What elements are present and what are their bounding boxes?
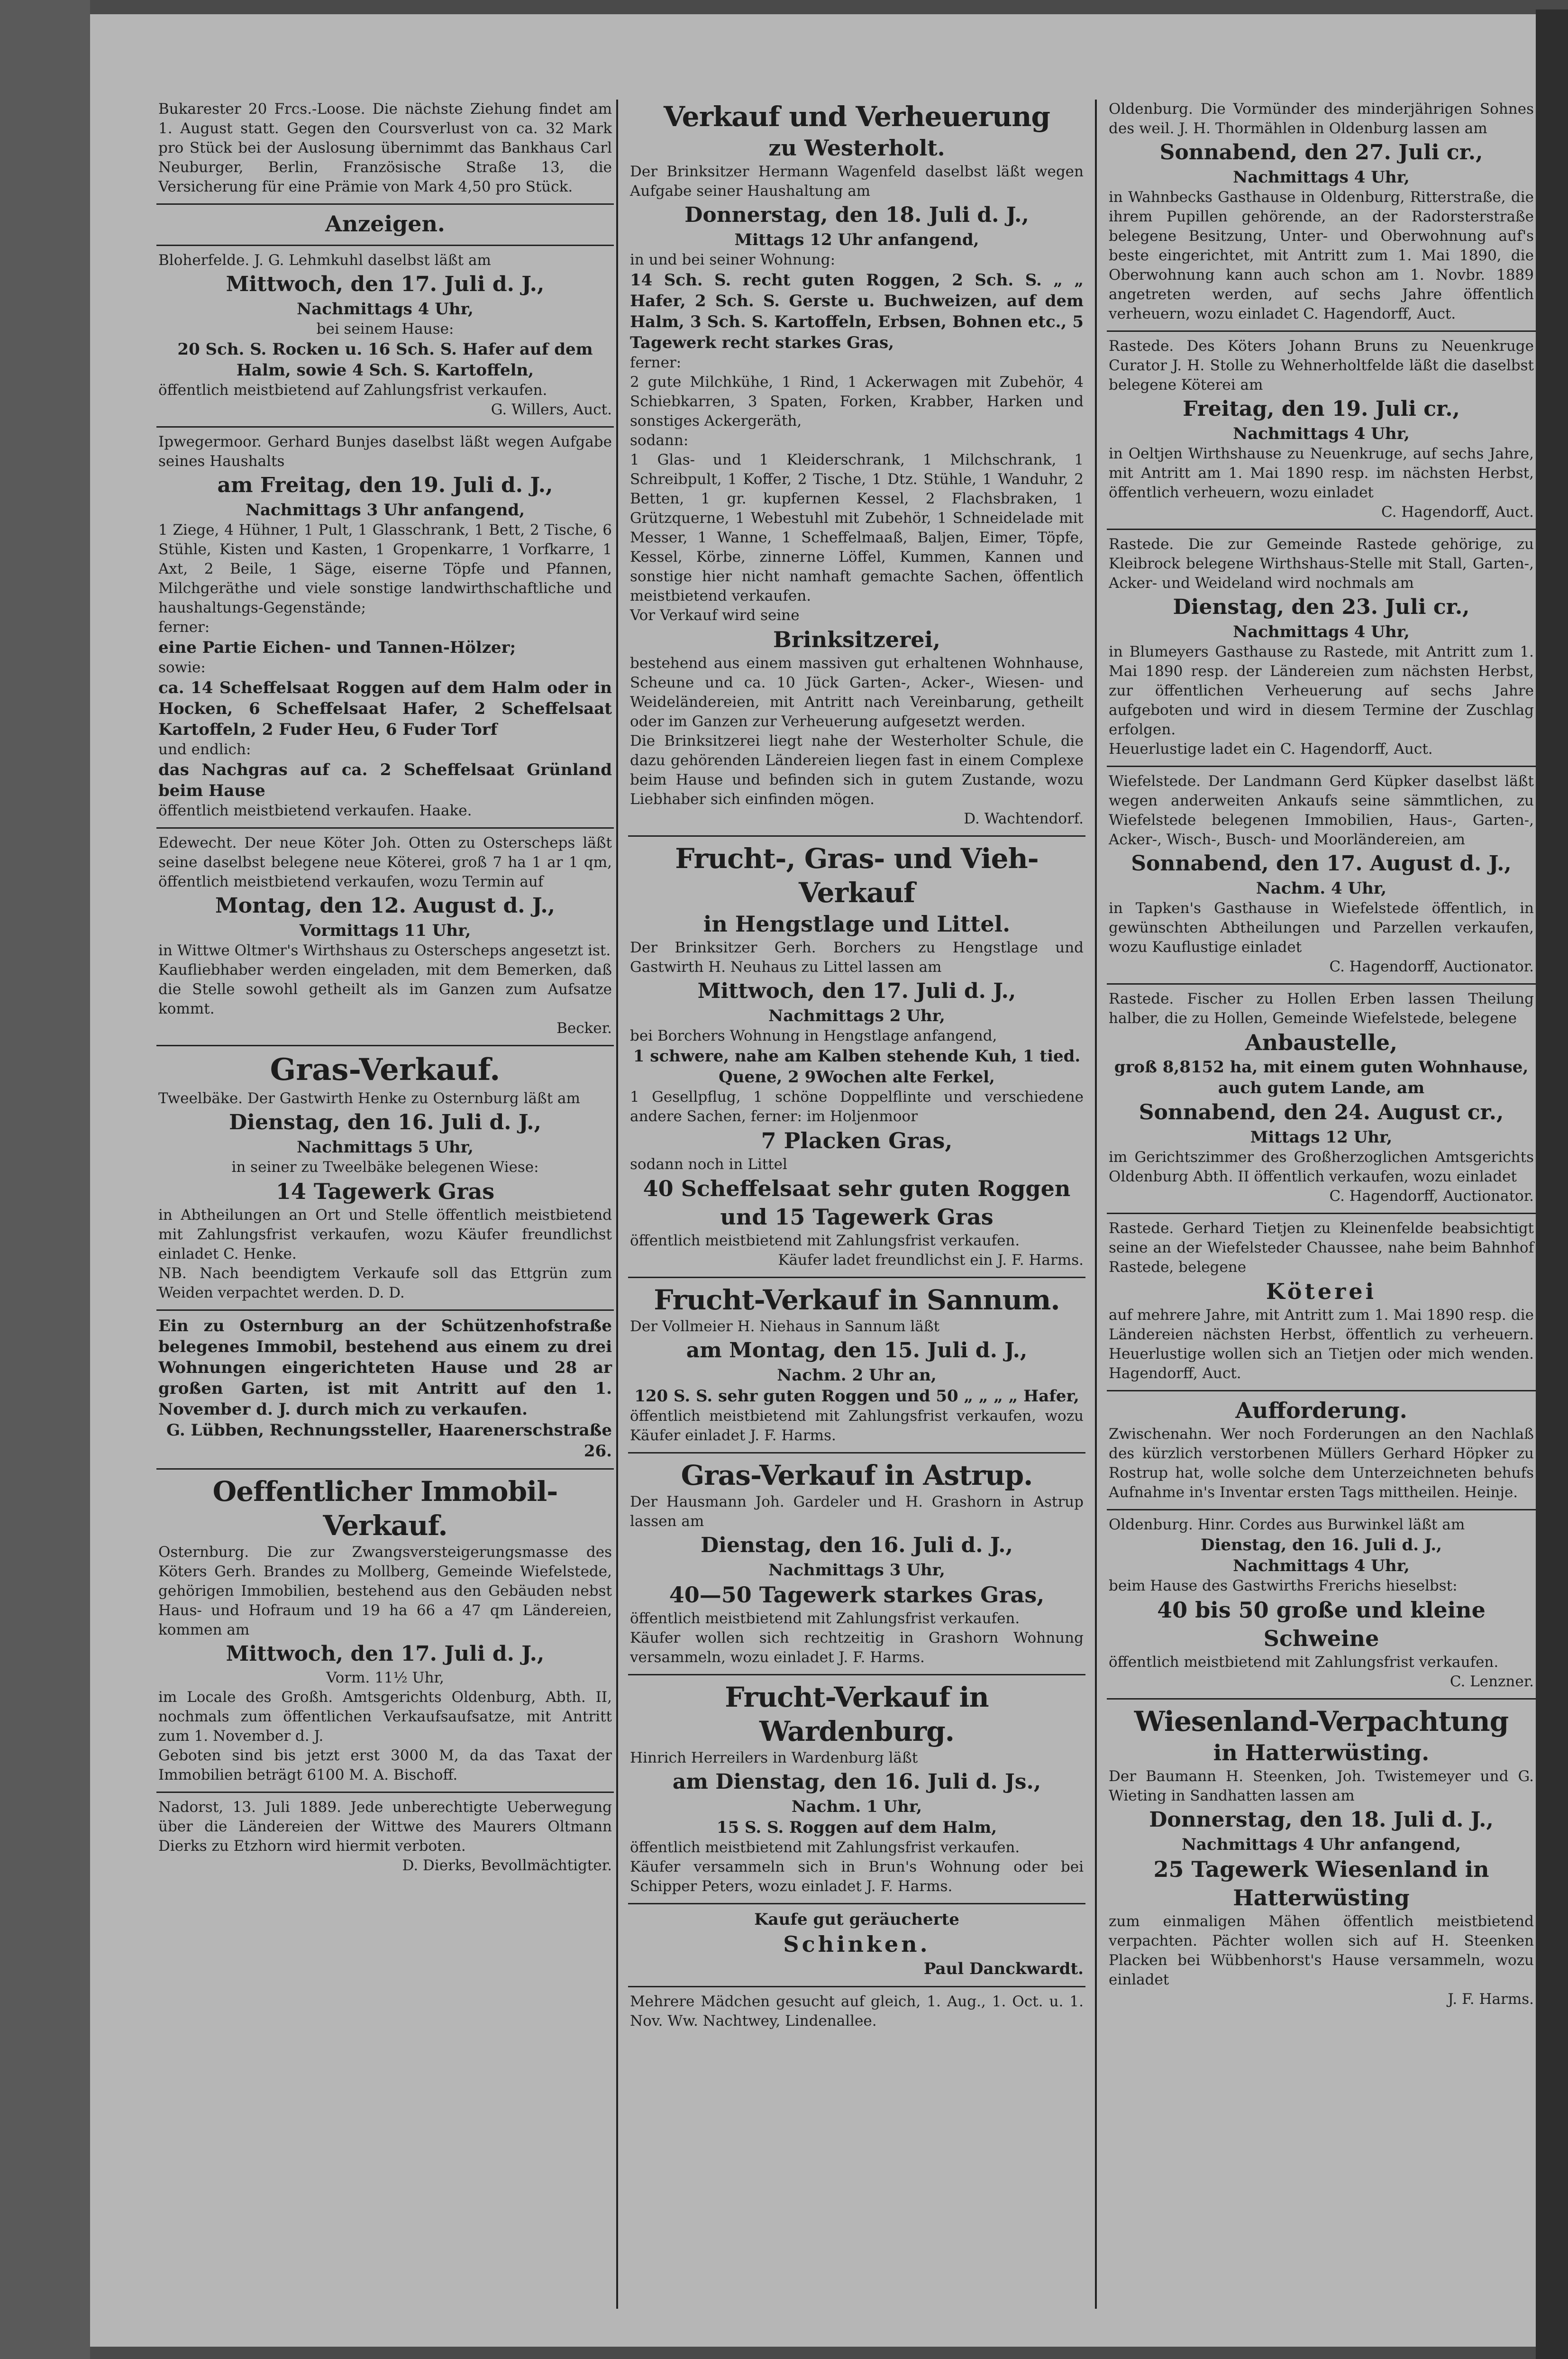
ad-text: Nachmittags 4 Uhr,: [1233, 622, 1410, 641]
advertisement: [1107, 1510, 1536, 1700]
ad-text: Wiesenland-Verpachtung: [1134, 1705, 1509, 1737]
ad-text: am Dienstag, den 16. Juli d. Js.,: [672, 1770, 1041, 1794]
advertisement: [1107, 1391, 1536, 1510]
ad-text: 14 Sch. S. recht guten Roggen, 2 Sch. S. „ „ Hafer, 2 Sch. S. Gerste u. Buchweizen, auf dem Halm, 3 Sch. S. Kartoffeln, Erbsen, Bohnen etc., 5 Tagewerk recht starkes Gras,: [630, 271, 1084, 352]
ad-text: Zwischenahn. Wer noch Forderungen an den Nachlaß des kürzlich verstorbenen Müllers Gerhard Höpker zu Rostrup hat, wolle solche dem Unterzeichneten behufs Aufnahme in's Inventar ersten Tags mittheilen. Heinje.: [1109, 1426, 1534, 1501]
ad-text: ferner:: [630, 354, 682, 371]
ad-text: Nachm. 2 Uhr an,: [777, 1366, 937, 1385]
ad-text: 20 Sch. S. Rocken u. 16 Sch. S. Hafer auf dem Halm, sowie 4 Sch. S. Kartoffeln,: [177, 340, 593, 380]
ad-text: in seiner zu Tweelbäke belegenen Wiese:: [231, 1159, 539, 1176]
ad-text: 7 Placken Gras,: [761, 1128, 953, 1153]
ad-text: Geboten sind bis jetzt erst 3000 M, da das Taxat der Immobilien beträgt 6100 M. A. Bischoff.: [158, 1747, 612, 1783]
ad-text: 40 bis 50 große und kleine Schweine: [1157, 1597, 1486, 1651]
ad-text: Donnerstag, den 18. Juli d. J.,: [684, 203, 1029, 227]
ad-text: Osternburg. Die zur Zwangsversteigerungsmasse des Köters Gerh. Brandes zu Mollberg, Gemeinde Wiefelstede, gehörigen Immobilien, bestehend aus den Gebäuden nebst Haus- und Hofraum und 19 ha 66 a 47 qm Ländereien, kommen am: [158, 1544, 612, 1638]
ad-text: Frucht-, Gras- und Vieh-Verkauf: [675, 842, 1039, 909]
ad-text: Verkauf und Verheuerung: [663, 101, 1050, 133]
advertisement: [1107, 1214, 1536, 1391]
ad-text: 25 Tagewerk Wiesenland in Hatterwüsting: [1153, 1856, 1489, 1911]
ad-text: in Abtheilungen an Ort und Stelle öffentlich meistbietend mit Zahlungsfrist verkaufen, wozu Käufer freundlichst einladet C. Henke.: [158, 1207, 612, 1262]
ad-text: C. Hagendorff, Auctionator.: [1329, 958, 1534, 975]
ad-text: in Oeltjen Wirthshause zu Neuenkruge, auf sechs Jahre, mit Antritt am 1. Mai 1890 resp. im nächsten Herbst, öffentlich verheuern, wozu einladet: [1109, 445, 1534, 501]
ad-text: Rastede. Fischer zu Hollen Erben lassen Theilung halber, die zu Hollen, Gemeinde Wiefelstede, belegene: [1109, 990, 1534, 1027]
ad-text: das Nachgras auf ca. 2 Scheffelsaat Grünland beim Hause: [158, 760, 612, 800]
ad-text: Mittags 12 Uhr,: [1250, 1128, 1393, 1147]
ad-text: bei Borchers Wohnung in Hengstlage anfangend,: [630, 1027, 997, 1044]
ad-text: Donnerstag, den 18. Juli d. J.,: [1149, 1808, 1494, 1832]
ad-text: 1 Gesellpflug, 1 schöne Doppelflinte und verschiedene andere Sachen, ferner: im Holjenmoor: [630, 1088, 1084, 1125]
ad-text: 1 Ziege, 4 Hühner, 1 Pult, 1 Glasschrank, 1 Bett, 2 Tische, 6 Stühle, Kisten und Kasten, 1 Gropenkarre, 1 Vorfkarre, 1 Axt, 2 Beile, 1 Säge, eiserne Töpfe und Pfannen, Milchgeräthe und viele sonstige landwirthschaftliche und haushaltungs-Gegenstände;: [158, 521, 612, 616]
ad-text: Vorm. 11½ Uhr,: [326, 1669, 444, 1686]
ad-text: Freitag, den 19. Juli cr.,: [1183, 397, 1460, 421]
ad-text: Bloherfelde. J. G. Lehmkuhl daselbst läßt am: [158, 252, 491, 269]
ad-text: Mittags 12 Uhr anfangend,: [734, 230, 979, 249]
advertisement: [156, 246, 614, 428]
ad-text: Nachm. 1 Uhr,: [791, 1797, 922, 1816]
ad-text: Nachmittags 5 Uhr,: [297, 1138, 474, 1157]
ad-text: bestehend aus einem massiven gut erhaltenen Wohnhause, Scheune und ca. 10 Jück Garten-, Acker-, Wiesen- und Weideländereien, mit Antritt nach Vereinbarung, getheilt oder im Ganzen zur Verheuerung aufgesetzt werden.: [630, 655, 1084, 730]
ad-text: Bukarester 20 Frcs.-Loose. Die nächste Ziehung findet am 1. August statt. Gegen den Coursverlust von ca. 32 Mark pro Stück bei der Auslosung übernimmt das Bankhaus Carl Neuburger, Berlin, Französische Straße 13, die Versicherung für eine Prämie von Mark 4,50 pro Stück.: [158, 101, 612, 195]
advertisement: [156, 1793, 614, 1882]
ad-text: Schinken.: [783, 1931, 930, 1957]
advertisement: [156, 95, 614, 205]
ad-text: in Tapken's Gasthause in Wiefelstede öffentlich, in gewünschten Abtheilungen und Parzellen verkaufen, wozu Kauflustige einladet: [1109, 900, 1534, 956]
ad-text: Käufer wollen sich rechtzeitig in Grashorn Wohnung versammeln, wozu einladet J. F. Harms.: [630, 1629, 1084, 1666]
ad-text: in Wittwe Oltmer's Wirthshaus zu Osterscheps angesetzt ist.: [158, 942, 611, 959]
ad-text: Hinrich Herreilers in Wardenburg läßt: [630, 1749, 918, 1766]
ad-text: G. Willers, Auct.: [491, 401, 612, 418]
ad-text: öffentlich meistbietend auf Zahlungsfrist verkaufen.: [158, 382, 547, 399]
ad-text: Dienstag, den 16. Juli d. J.,: [229, 1110, 541, 1134]
ad-text: Tweelbäke. Der Gastwirth Henke zu Osternburg läßt am: [158, 1090, 580, 1107]
advertisement: [628, 1454, 1085, 1675]
ad-text: Nachmittags 4 Uhr,: [297, 300, 474, 319]
ad-text: Mittwoch, den 17. Juli d. J.,: [697, 979, 1016, 1003]
ad-text: in Wahnbecks Gasthause in Oldenburg, Ritterstraße, die ihrem Pupillen gehörende, an der Radorsterstraße belegene Besitzung, Unter- und Oberwohnung auf's beste eingerichtet, mit Antritt zum 1. Mai 1890, die Oberwohnung kann auch schon am 1. Novbr. 1889 angetreten werden, auf sechs Jahre öffentlich verheuern, wozu einladet C. Hagendorff, Auct.: [1109, 189, 1534, 322]
ad-text: 2 gute Milchkühe, 1 Rind, 1 Ackerwagen mit Zubehör, 4 Schiebkarren, 3 Spaten, Forken, Krabber, Harken und sonstiges Ackergeräth,: [630, 374, 1084, 430]
ad-text: Kaufe gut geräucherte: [754, 1910, 959, 1929]
ad-text: Nachmittags 4 Uhr,: [1233, 1556, 1410, 1575]
ad-text: Nachmittags 4 Uhr anfangend,: [1181, 1835, 1461, 1854]
ad-text: im Gerichtszimmer des Großherzoglichen Amtsgerichts Oldenburg Abth. II öffentlich verkaufen, wozu einladet: [1109, 1149, 1534, 1185]
advertisement: [628, 837, 1085, 1278]
ad-text: D. Dierks, Bevollmächtigter.: [402, 1857, 612, 1874]
advertisement: [156, 1311, 614, 1470]
ad-text: zum einmaligen Mähen öffentlich meistbietend verpachten. Pächter wollen sich auf H. Steenken Placken bei Wübbenhorst's Hause versammeln, wozu einladet: [1109, 1913, 1534, 1988]
advertisement: [156, 1046, 614, 1311]
column-rule: [616, 100, 618, 2309]
ad-text: öffentlich meistbietend mit Zahlungsfrist verkaufen.: [630, 1839, 1020, 1856]
ad-text: D. Wachtendorf.: [964, 810, 1084, 827]
ad-text: auf mehrere Jahre, mit Antritt zum 1. Mai 1890 resp. die Ländereien nächsten Herbst, öffentlich zu verheuern. Heuerlustige wollen sich an Tietjen oder mich wenden. Hagendorff, Auct.: [1109, 1307, 1534, 1382]
ad-text: Wiefelstede. Der Landmann Gerd Küpker daselbst läßt wegen anderweiten Ankaufs seine sämmtlichen, zu Wiefelstede belegenen Immobilien, Haus-, Garten-, Acker-, Wisch-, Busch- und Moorländereien, am: [1109, 773, 1534, 848]
ad-text: Ipwegermoor. Gerhard Bunjes daselbst läßt wegen Aufgabe seines Haushalts: [158, 433, 612, 470]
ad-text: Dienstag, den 23. Juli cr.,: [1173, 595, 1470, 619]
ad-text: sowie:: [158, 659, 206, 676]
page-edge: [1536, 9, 1568, 2359]
ad-text: Brinksitzerei,: [773, 627, 940, 652]
ad-text: ferner:: [158, 619, 210, 636]
ad-text: Mittwoch, den 17. Juli d. J.,: [226, 272, 545, 296]
ad-text: C. Lenzner.: [1449, 1673, 1534, 1690]
ad-text: 120 S. S. sehr guten Roggen und 50 „ „ „ „ Hafer,: [634, 1387, 1079, 1406]
ad-text: 40—50 Tagewerk starkes Gras,: [669, 1582, 1045, 1608]
ad-text: Nachmittags 3 Uhr,: [768, 1561, 945, 1580]
ad-text: Frucht-Verkauf in Wardenburg.: [725, 1681, 989, 1747]
ad-text: Käufer versammeln sich in Brun's Wohnung oder bei Schipper Peters, wozu einladet J. F. Harms.: [630, 1858, 1084, 1895]
ad-text: Kaufliebhaber werden eingeladen, mit dem Bemerken, daß die Stelle sowohl getheilt als im Ganzen zum Aufsatze kommt.: [158, 961, 612, 1017]
ad-text: Der Hausmann Joh. Gardeler und H. Grashorn in Astrup lassen am: [630, 1493, 1084, 1530]
ad-text: Becker.: [556, 1020, 612, 1037]
ad-text: Vor Verkauf wird seine: [630, 607, 800, 624]
ad-text: Nachmittags 4 Uhr,: [1233, 424, 1410, 443]
ad-text: C. Hagendorff, Auctionator.: [1329, 1188, 1534, 1205]
ad-text: Aufforderung.: [1235, 1398, 1407, 1423]
column-rule: [1095, 100, 1097, 2309]
ad-text: 40 Scheffelsaat sehr guten Roggen und 15 Tagewerk Gras: [643, 1176, 1071, 1230]
ad-text: Sonnabend, den 27. Juli cr.,: [1159, 140, 1483, 165]
ad-text: Anbaustelle,: [1245, 1030, 1398, 1055]
ad-text: eine Partie Eichen- und Tannen-Hölzer;: [158, 638, 516, 657]
ad-text: G. Lübben, Rechnungssteller, Haarenerschstraße 26.: [166, 1421, 612, 1461]
advertisement: [1107, 95, 1536, 332]
ad-text: Die Brinksitzerei liegt nahe der Westerholter Schule, die dazu gehörenden Ländereien liegen fast in einem Complexe beim Hause und befinden sich in gutem Zustande, wozu Liebhaber sich einfinden mögen.: [630, 732, 1084, 808]
ad-text: Edewecht. Der neue Köter Joh. Otten zu Osterscheps läßt seine daselbst belegene neue Köterei, groß 7 ha 1 ar 1 qm, öffentlich meistbietend verkaufen, wozu Termin auf: [158, 834, 612, 890]
ad-text: Mittwoch, den 17. Juli d. J.,: [226, 1642, 545, 1666]
advertisement: [628, 1904, 1085, 1987]
ad-text: Der Vollmeier H. Niehaus in Sannum läßt: [630, 1318, 940, 1335]
ad-text: NB. Nach beendigtem Verkaufe soll das Ettgrün zum Weiden verpachtet werden. D. D.: [158, 1265, 612, 1301]
advertisement: [1107, 1700, 1536, 2016]
ad-text: öffentlich meistbietend mit Zahlungsfrist verkaufen.: [630, 1232, 1020, 1249]
ad-text: im Locale des Großh. Amtsgerichts Oldenburg, Abth. II, nochmals zum öffentlichen Verkaufsaufsatze, mit Antritt zum 1. November d. J.: [158, 1689, 612, 1745]
page-gutter: [0, 0, 90, 2359]
ad-text: bei seinem Hause:: [316, 320, 454, 338]
column-2: [628, 95, 1085, 2313]
ad-text: Käufer ladet freundlichst ein J. F. Harms.: [778, 1252, 1084, 1269]
ad-text: groß 8,8152 ha, mit einem guten Wohnhause, auch gutem Lande, am: [1114, 1058, 1529, 1097]
column-1: [156, 95, 614, 2313]
ad-text: beim Hause des Gastwirths Frerichs hieselbst:: [1109, 1577, 1458, 1594]
ad-text: Nachm. 4 Uhr,: [1256, 879, 1387, 898]
ad-text: sodann noch in Littel: [630, 1156, 787, 1173]
advertisement: [156, 205, 614, 246]
column-3: [1107, 95, 1536, 2313]
ad-text: C. Hagendorff, Auct.: [1381, 503, 1534, 521]
ad-text: in Hatterwüsting.: [1213, 1740, 1430, 1765]
advertisement: [628, 1987, 1085, 2038]
ad-text: Oldenburg. Hinr. Cordes aus Burwinkel läßt am: [1109, 1516, 1465, 1533]
advertisement: [1107, 530, 1536, 767]
ad-text: öffentlich meistbietend mit Zahlungsfrist verkaufen, wozu Käufer einladet J. F. Harms.: [630, 1408, 1084, 1444]
ad-text: Der Brinksitzer Gerh. Borchers zu Hengstlage und Gastwirth H. Neuhaus zu Littel lassen am: [630, 939, 1084, 976]
advertisement: [628, 1278, 1085, 1454]
ad-text: öffentlich meistbietend mit Zahlungsfrist verkaufen.: [630, 1610, 1020, 1627]
ad-text: Vormittags 11 Uhr,: [299, 921, 471, 940]
ad-text: Anzeigen.: [325, 211, 445, 237]
ad-text: in Hengstlage und Littel.: [703, 911, 1011, 937]
ad-text: Sonnabend, den 17. August d. J.,: [1131, 851, 1512, 876]
advertisement: [1107, 767, 1536, 985]
ad-text: 1 schwere, nahe am Kalben stehende Kuh, 1 tied. Quene, 2 9Wochen alte Ferkel,: [633, 1047, 1081, 1087]
ad-text: ca. 14 Scheffelsaat Roggen auf dem Halm oder in Hocken, 6 Scheffelsaat Hafer, 2 Scheffelsaat Kartoffeln, 2 Fuder Heu, 6 Fuder Torf: [158, 678, 612, 739]
ad-text: sodann:: [630, 432, 689, 449]
ad-text: am Montag, den 15. Juli d. J.,: [686, 1338, 1028, 1362]
ad-text: Oldenburg. Die Vormünder des minderjährigen Sohnes des weil. J. H. Thormählen in Oldenburg lassen am: [1109, 101, 1534, 137]
ad-text: Der Brinksitzer Hermann Wagenfeld daselbst läßt wegen Aufgabe seiner Haushaltung am: [630, 163, 1084, 200]
ad-text: Sonnabend, den 24. August cr.,: [1139, 1100, 1504, 1125]
ad-text: Der Baumann H. Steenken, Joh. Twistemeyer und G. Wieting in Sandhatten lassen am: [1109, 1768, 1534, 1804]
ad-text: in und bei seiner Wohnung:: [630, 251, 836, 268]
ad-text: 1 Glas- und 1 Kleiderschrank, 1 Milchschrank, 1 Schreibpult, 1 Koffer, 2 Tische, 1 Dtz. Stühle, 1 Wanduhr, 2 Betten, 1 gr. kupfernen Kessel, 2 Flachsbraken, 1 Grützquerne, 1 Webestuhl mit Zubehör, 1 Schneidelade mit Messer, 1 Wanne, 1 Scheffelmaaß, Baljen, Eimer, Töpfe, Kessel, Körbe, zinnerne Löffel, Kummen, Kannen und sonstige hier nicht namhaft gemachte Sachen, öffentlich meistbietend verkaufen.: [630, 451, 1084, 604]
ad-text: 15 S. S. Roggen auf dem Halm,: [716, 1818, 997, 1837]
advertisement: [156, 829, 614, 1046]
ad-text: Dienstag, den 16. Juli d. J.,: [1200, 1536, 1442, 1554]
ad-text: öffentlich meistbietend verkaufen. Haake.: [158, 802, 472, 819]
ad-text: Nadorst, 13. Juli 1889. Jede unberechtigte Ueberwegung über die Ländereien der Wittwe des Maurers Oltmann Dierks zu Etzhorn wird hiermit verboten.: [158, 1799, 612, 1855]
ad-text: Ein zu Osternburg an der Schützenhofstraße belegenes Immobil, bestehend aus einem zu drei Wohnungen eingerichteten Hause und 28 ar großen Garten, ist mit Antritt auf den 1. November d. J. durch mich zu verkaufen.: [158, 1317, 612, 1419]
ad-text: Nachmittags 4 Uhr,: [1233, 168, 1410, 187]
ad-text: Montag, den 12. August d. J.,: [215, 894, 555, 918]
ad-text: Heuerlustige ladet ein C. Hagendorff, Auct.: [1109, 741, 1433, 758]
ad-text: Nachmittags 3 Uhr anfangend,: [245, 501, 525, 520]
advertisement: [628, 95, 1085, 837]
ad-text: Rastede. Die zur Gemeinde Rastede gehörige, zu Kleibrock belegene Wirthshaus-Stelle mit Stall, Garten-, Acker- und Weideland wird nochmals am: [1109, 536, 1534, 592]
advertisement: [1107, 332, 1536, 530]
ad-text: zu Westerholt.: [768, 135, 945, 161]
ad-text: Dienstag, den 16. Juli d. J.,: [701, 1533, 1013, 1557]
advertisement: [628, 1675, 1085, 1904]
ad-text: J. F. Harms.: [1448, 1991, 1534, 2008]
ad-text: in Blumeyers Gasthause zu Rastede, mit Antritt zum 1. Mai 1890 resp. der Ländereien zum nächsten Herbst, zur öffentlichen Verheuerung auf sechs Jahre aufgeboten und wird in diesem Termine der Zuschlag erfolgen.: [1109, 643, 1534, 738]
ad-text: am Freitag, den 19. Juli d. J.,: [217, 473, 553, 497]
ad-text: und endlich:: [158, 741, 251, 758]
advertisement: [156, 428, 614, 829]
advertisement: [156, 1470, 614, 1793]
ad-text: Mehrere Mädchen gesucht auf gleich, 1. Aug., 1. Oct. u. 1. Nov. Ww. Nachtwey, Lindenallee.: [630, 1993, 1084, 2030]
ad-text: Oeffentlicher Immobil-Verkauf.: [212, 1475, 558, 1542]
ad-text: Rastede. Gerhard Tietjen zu Kleinenfelde beabsichtigt seine an der Wiefelsteder Chaussee, nahe beim Bahnhof Rastede, belegene: [1109, 1220, 1534, 1276]
ad-text: Paul Danckwardt.: [923, 1959, 1084, 1978]
advertisement: [1107, 985, 1536, 1214]
ad-text: Frucht-Verkauf in Sannum.: [654, 1284, 1060, 1316]
ad-text: Nachmittags 2 Uhr,: [768, 1006, 945, 1025]
ad-text: Rastede. Des Köters Johann Bruns zu Neuenkruge Curator J. H. Stolle zu Wehnerholtfelde läßt die daselbst belegene Köterei am: [1109, 338, 1534, 393]
ad-text: Gras-Verkauf in Astrup.: [681, 1459, 1033, 1491]
ad-text: öffentlich meistbietend mit Zahlungsfrist verkaufen.: [1109, 1654, 1499, 1671]
ad-text: Gras-Verkauf.: [270, 1052, 501, 1088]
ad-text: Köterei: [1266, 1279, 1377, 1304]
ad-text: 14 Tagewerk Gras: [275, 1179, 495, 1204]
